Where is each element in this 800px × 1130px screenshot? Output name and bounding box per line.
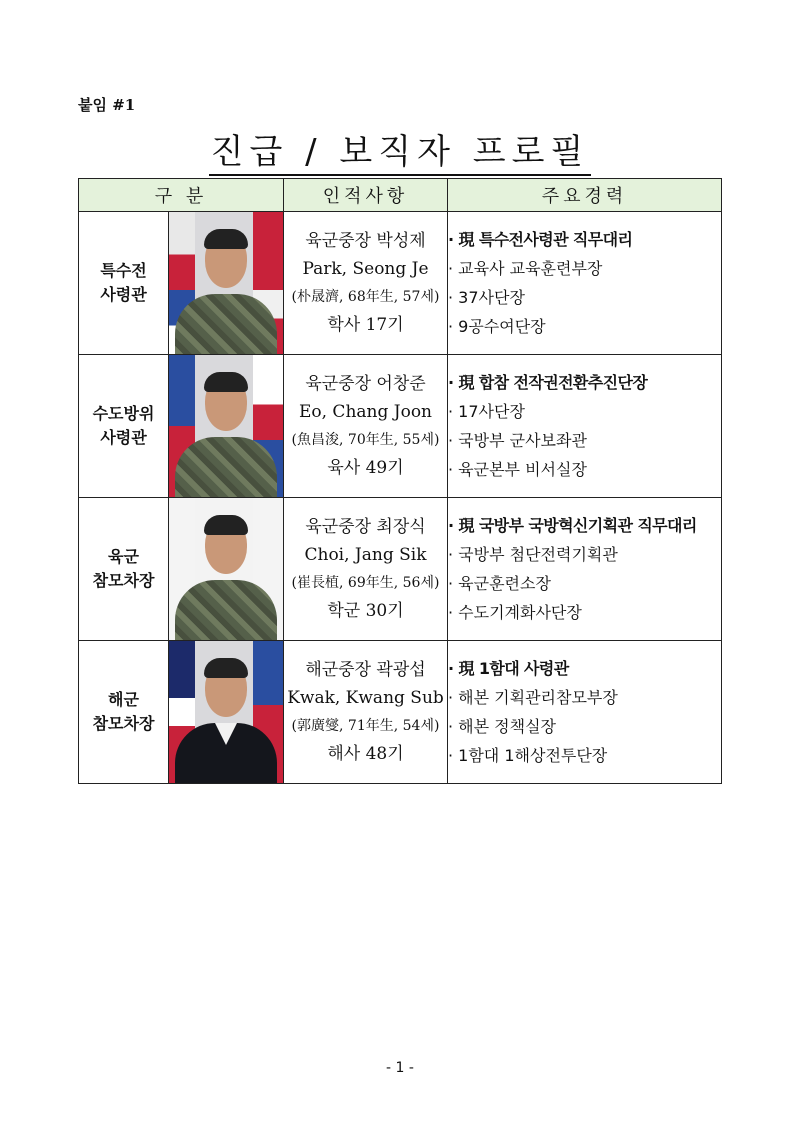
rank-name: 육군중장 최장식 — [305, 517, 426, 537]
position-cell — [79, 355, 169, 498]
birth-info: (崔長植, 69年生, 56세) — [291, 575, 440, 591]
career-cell — [448, 355, 722, 498]
page-title: 진급 / 보직자 프로필 — [0, 124, 800, 173]
attachment-label: 붙임 #1 — [78, 96, 136, 114]
table-row — [79, 355, 722, 498]
position-line: 사령관 — [100, 285, 147, 304]
position-line: 육군 — [108, 547, 139, 566]
header-category: 구 분 — [79, 179, 284, 212]
rank-name: 육군중장 어창준 — [305, 374, 426, 394]
rank-name: 해군중장 곽광섭 — [305, 660, 426, 680]
header-personal: 인적사항 — [284, 179, 448, 212]
commission: 육사 49기 — [327, 458, 404, 478]
career-item: · 해본 정책실장 — [448, 717, 556, 736]
table-header-row — [79, 179, 722, 212]
birth-info: (朴晟濟, 68年生, 57세) — [291, 289, 440, 305]
portrait-photo — [169, 498, 283, 640]
hair-shape — [204, 658, 248, 678]
photo-cell — [169, 212, 284, 355]
position-line: 참모차장 — [92, 714, 155, 733]
commission: 학군 30기 — [327, 601, 404, 621]
commission: 해사 48기 — [327, 744, 404, 764]
photo-cell — [169, 498, 284, 641]
english-name: Kwak, Kwang Sub — [287, 688, 444, 708]
hair-shape — [204, 515, 248, 535]
commission: 학사 17기 — [327, 315, 404, 335]
hair-shape — [204, 372, 248, 392]
career-item: · 37사단장 — [448, 288, 525, 307]
career-item: · 육군훈련소장 — [448, 574, 551, 593]
position-line: 수도방위 — [92, 404, 155, 423]
career-cell — [448, 498, 722, 641]
table-row — [79, 641, 722, 784]
position-cell — [79, 641, 169, 784]
personal-info-cell — [284, 212, 448, 355]
uniform-shape — [175, 437, 277, 497]
photo-cell — [169, 641, 284, 784]
photo-cell — [169, 355, 284, 498]
career-item: · 해본 기획관리참모부장 — [448, 688, 618, 707]
career-item: · 17사단장 — [448, 402, 525, 421]
career-item: · 現 국방부 국방혁신기획관 직무대리 — [448, 516, 697, 535]
position-line: 사령관 — [100, 428, 147, 447]
career-item: · 現 1함대 사령관 — [448, 659, 569, 678]
rank-name: 육군중장 박성제 — [305, 231, 426, 251]
hair-shape — [204, 229, 248, 249]
position-cell — [79, 212, 169, 355]
page-number: - 1 - — [386, 1060, 414, 1076]
career-item: · 9공수여단장 — [448, 317, 546, 336]
career-item: · 수도기계화사단장 — [448, 603, 582, 622]
personal-info-cell — [284, 498, 448, 641]
position-line: 특수전 — [100, 261, 147, 280]
career-item: · 육군본부 비서실장 — [448, 460, 587, 479]
portrait-photo — [169, 355, 283, 497]
position-cell — [79, 498, 169, 641]
uniform-shape — [175, 580, 277, 640]
career-item: · 現 특수전사령관 직무대리 — [448, 230, 633, 249]
career-item: · 1함대 1해상전투단장 — [448, 746, 608, 765]
table-row — [79, 498, 722, 641]
personal-info-cell — [284, 641, 448, 784]
career-item: · 국방부 첨단전력기획관 — [448, 545, 618, 564]
birth-info: (郭廣燮, 71年生, 54세) — [291, 718, 440, 734]
career-cell — [448, 212, 722, 355]
career-item: · 現 합참 전작권전환추진단장 — [448, 373, 648, 392]
english-name: Choi, Jang Sik — [304, 545, 427, 565]
uniform-shape — [175, 294, 277, 354]
position-line: 참모차장 — [92, 571, 155, 590]
portrait-photo — [169, 641, 283, 783]
career-item: · 교육사 교육훈련부장 — [448, 259, 603, 278]
english-name: Eo, Chang Joon — [298, 402, 432, 422]
position-line: 해군 — [108, 690, 139, 709]
header-career: 주요경력 — [448, 179, 722, 212]
profile-table — [78, 178, 722, 784]
table-row — [79, 212, 722, 355]
career-item: · 국방부 군사보좌관 — [448, 431, 587, 450]
portrait-photo — [169, 212, 283, 354]
english-name: Park, Seong Je — [302, 259, 429, 279]
personal-info-cell — [284, 355, 448, 498]
career-cell — [448, 641, 722, 784]
birth-info: (魚昌浚, 70年生, 55세) — [291, 432, 440, 448]
